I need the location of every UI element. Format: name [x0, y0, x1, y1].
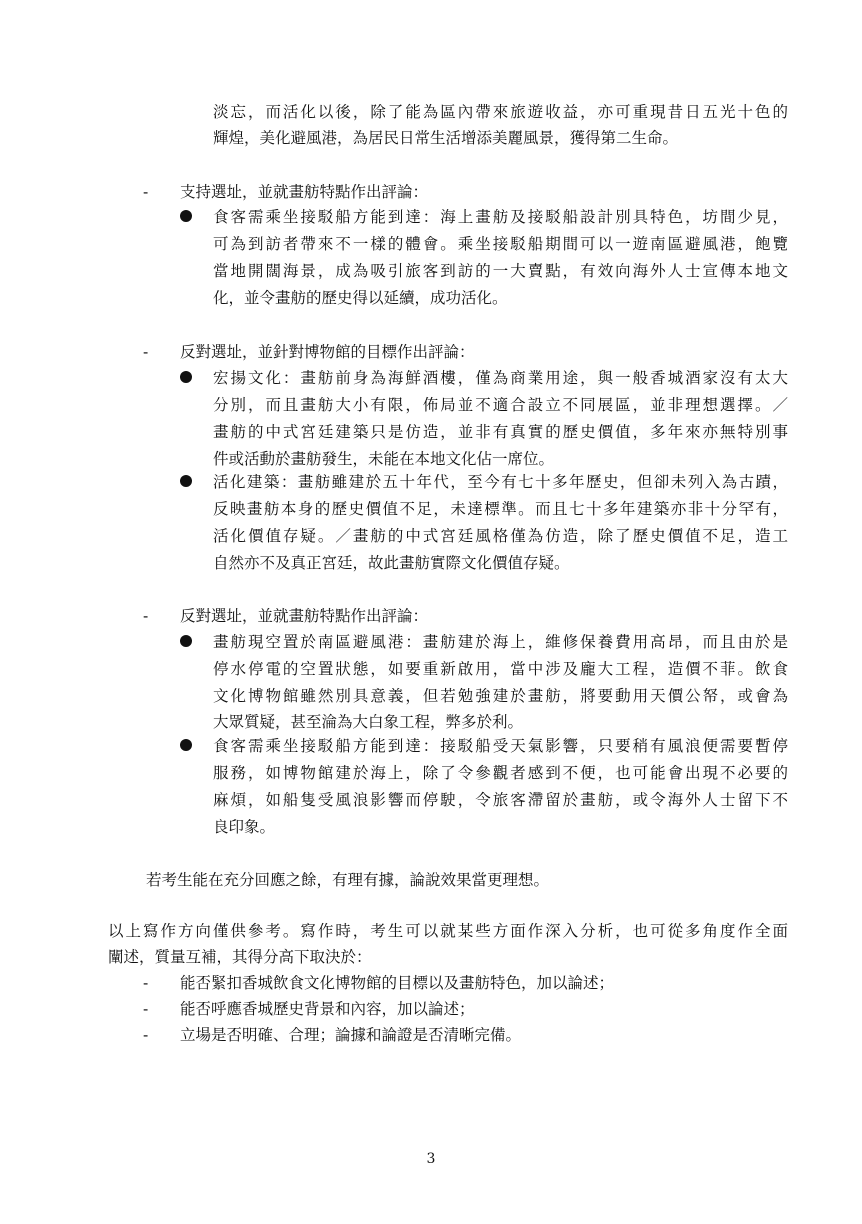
bullet-line: 食客需乘坐接駁船方能到達：接駁船受天氣影響，只要稍有風浪便需要暫停: [213, 737, 788, 755]
intro-line: 淡忘，而活化以後，除了能為區內帶來旅遊收益，亦可重現昔日五光十色的: [213, 103, 788, 121]
criteria-item: 能否緊扣香城飲食文化博物館的目標以及畫舫特色，加以論述；: [180, 974, 615, 992]
summary-line: 以上寫作方向僅供參考。寫作時，考生可以就某些方面作深入分析，也可從多角度作全面: [108, 922, 788, 940]
bullet-line: 大眾質疑，甚至淪為大白象工程，弊多於利。: [213, 713, 524, 731]
bullet-line: 自然亦不及真正宮廷，故此畫舫實際文化價值存疑。: [213, 554, 570, 572]
bullet-line: 服務，如博物館建於海上，除了令參觀者感到不便，也可能會出現不必要的: [213, 764, 788, 782]
section-marker: -: [143, 343, 149, 361]
section-marker: -: [143, 607, 149, 625]
bullet-line: 當地開闊海景，成為吸引旅客到訪的一大賣點，有效向海外人士宣傳本地文: [213, 262, 788, 280]
section-heading: 支持選址，並就畫舫特點作出評論：: [180, 183, 429, 201]
criteria-marker: -: [143, 1000, 149, 1018]
bullet-icon: [180, 210, 192, 222]
bullet-line: 畫舫的中式宮廷建築只是仿造，並非有真實的歷史價值，多年來亦無特別事: [213, 423, 788, 441]
criteria-marker: -: [143, 974, 149, 992]
section-heading: 反對選址，並針對博物館的目標作出評論：: [180, 343, 475, 361]
bullet-line: 畫舫現空置於南區避風港：畫舫建於海上，維修保養費用高昂，而且由於是: [213, 633, 788, 651]
bullet-icon: [180, 371, 192, 383]
criteria-item: 立場是否明確、合理；論據和論證是否清晰完備。: [180, 1026, 522, 1044]
summary-line: 闡述，質量互補，其得分高下取決於：: [108, 948, 372, 966]
intro-line: 輝煌，美化避風港，為居民日常生活增添美麗風景，獲得第二生命。: [213, 129, 679, 147]
bullet-line: 麻煩，如船隻受風浪影響而停駛，令旅客滯留於畫舫，或令海外人士留下不: [213, 791, 788, 809]
bullet-line: 件或活動於畫舫發生，未能在本地文化佔一席位。: [213, 450, 555, 468]
bullet-line: 活化價值存疑。／畫舫的中式宮廷風格僅為仿造，除了歷史價值不足，造工: [213, 527, 788, 545]
bullet-icon: [180, 739, 192, 751]
bullet-line: 宏揚文化：畫舫前身為海鮮酒樓，僅為商業用途，與一般香城酒家沒有太大: [213, 369, 788, 387]
bullet-line: 化，並令畫舫的歷史得以延續，成功活化。: [213, 289, 508, 307]
bullet-line: 分別，而且畫舫大小有限，佈局並不適合設立不同展區，並非理想選擇。／: [213, 396, 788, 414]
bullet-line: 反映畫舫本身的歷史價值不足，未達標準。而且七十多年建築亦非十分罕有，: [213, 500, 788, 518]
bullet-line: 文化博物館雖然別具意義，但若勉強建於畫舫，將要動用天價公帑，或會為: [213, 687, 788, 705]
bullet-line: 可為到訪者帶來不一樣的體會。乘坐接駁船期間可以一遊南區避風港，飽覽: [213, 235, 788, 253]
section-marker: -: [143, 183, 149, 201]
bullet-icon: [180, 475, 192, 487]
page-number: 3: [426, 1151, 436, 1167]
bullet-line: 食客需乘坐接駁船方能到達：海上畫舫及接駁船設計別具特色，坊間少見，: [213, 208, 788, 226]
closing-note: 若考生能在充分回應之餘，有理有據，論說效果當更理想。: [146, 871, 550, 889]
section-heading: 反對選址，並就畫舫特點作出評論：: [180, 607, 429, 625]
criteria-item: 能否呼應香城歷史背景和內容，加以論述；: [180, 1000, 475, 1018]
bullet-line: 良印象。: [213, 818, 276, 836]
bullet-icon: [180, 635, 192, 647]
bullet-line: 停水停電的空置狀態，如要重新啟用，當中涉及龐大工程，造價不菲。飲食: [213, 660, 788, 678]
bullet-line: 活化建築：畫舫雖建於五十年代，至今有七十多年歷史，但卻未列入為古蹟，: [213, 473, 788, 491]
criteria-marker: -: [143, 1026, 149, 1044]
